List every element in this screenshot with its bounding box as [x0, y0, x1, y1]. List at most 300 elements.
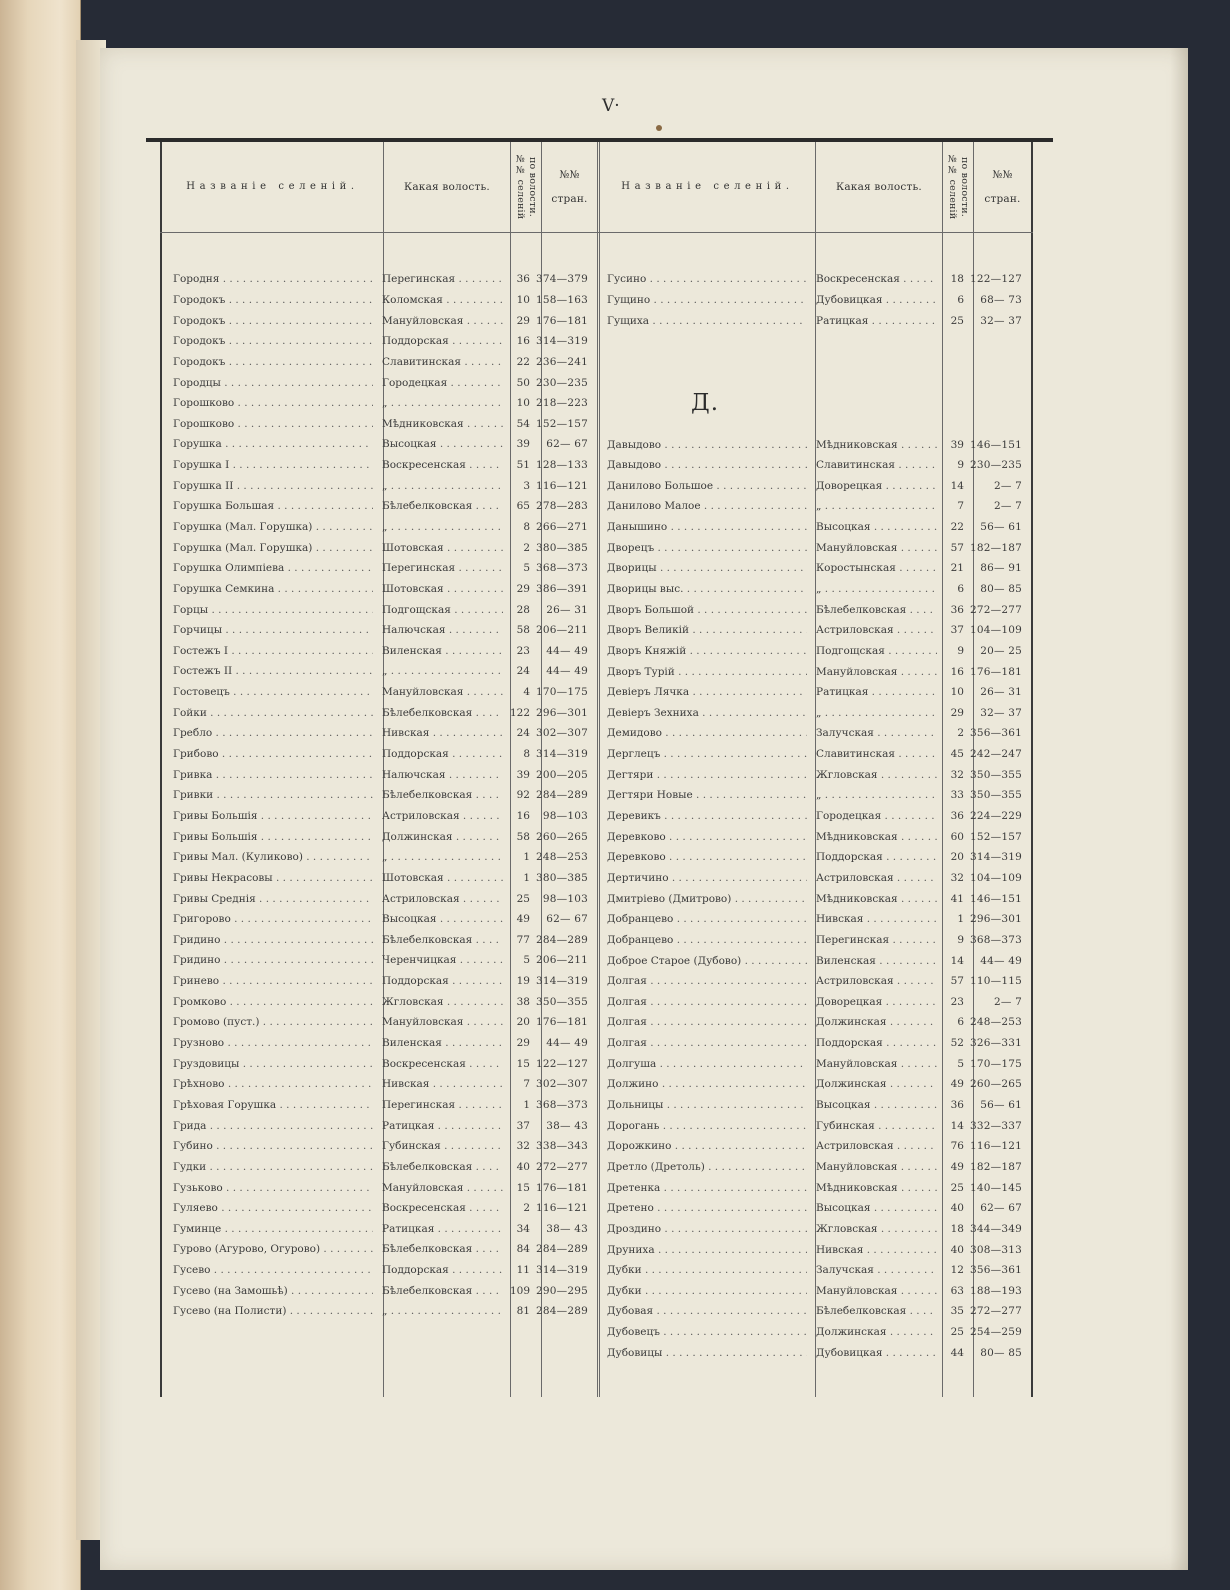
header-num-line1: №№ селеній — [515, 154, 526, 220]
volost-name: Ратицкая . . . — [807, 686, 937, 698]
settlement-number: 16 — [516, 809, 530, 822]
table-row — [162, 372, 590, 393]
settlement-number: 51 — [516, 459, 530, 472]
table-row — [162, 744, 590, 765]
header-pages-line2-right: стран. — [984, 193, 1021, 205]
settlement-name: Долгуша . . . — [596, 1058, 807, 1070]
table-row — [596, 1177, 1024, 1198]
volost-name: Мануйловская . . . — [807, 1161, 937, 1173]
page-range: 338—343 — [536, 1140, 588, 1153]
table-row — [596, 909, 1024, 930]
table-row — [162, 971, 590, 992]
settlement-number: 5 — [523, 954, 530, 967]
settlement-number: 38 — [516, 995, 530, 1008]
volost-name: Астриловская . . . — [807, 975, 937, 987]
table-row — [596, 703, 1024, 724]
table-row — [162, 1012, 590, 1033]
settlement-name: Гридино . . . — [162, 934, 373, 946]
table-row — [162, 930, 590, 951]
table-row — [162, 1239, 590, 1260]
settlement-name: Груздовицы . . . — [162, 1058, 373, 1070]
table-row — [596, 641, 1024, 662]
volost-name: Городецкая . . . — [373, 377, 503, 389]
settlement-name: Деревково . . . — [596, 831, 807, 843]
settlement-number: 11 — [516, 1264, 530, 1277]
table-row — [596, 1157, 1024, 1178]
settlement-name: Демидово . . . — [596, 727, 807, 739]
settlement-name: Гущиха . . . — [596, 315, 807, 327]
volost-name: Ратицкая . . . — [807, 315, 937, 327]
page-range: 110—115 — [970, 975, 1022, 988]
settlement-number: 16 — [950, 665, 964, 678]
page-range: 356—361 — [970, 1264, 1022, 1277]
settlement-name: Гущино . . . — [596, 294, 807, 306]
page-range: 128—133 — [536, 459, 588, 472]
page-range: 296—301 — [536, 706, 588, 719]
settlement-name: Гривки . . . — [162, 789, 373, 801]
table-row — [162, 1115, 590, 1136]
settlement-number: 109 — [509, 1284, 530, 1297]
volost-name: Виленская . . . — [373, 1037, 503, 1049]
settlement-name: Дворецъ . . . — [596, 542, 807, 554]
volost-name: Поддорская . . . — [373, 975, 503, 987]
settlement-name: Горошково . . . — [162, 397, 373, 409]
volost-name: Нивская . . . — [807, 1244, 937, 1256]
table-row — [162, 1198, 590, 1219]
volost-name: Бѣлебелковская . . . — [373, 934, 503, 946]
settlement-number: 29 — [516, 314, 530, 327]
table-row — [596, 517, 1024, 538]
settlement-name: Добранцево . . . — [596, 934, 807, 946]
table-row — [596, 1239, 1024, 1260]
page-range: 182—187 — [970, 1160, 1022, 1173]
settlement-number: 49 — [516, 913, 530, 926]
table-row — [596, 537, 1024, 558]
table-row — [596, 950, 1024, 971]
settlement-number: 49 — [950, 1160, 964, 1173]
page-range: 230—235 — [536, 376, 588, 389]
page-range: 62— 67 — [546, 438, 588, 451]
header-num-line2: по волости. — [526, 156, 538, 217]
table-row — [596, 682, 1024, 703]
volost-name: Мѣдниковская . . . — [807, 1182, 937, 1194]
page-range: 176—181 — [970, 665, 1022, 678]
header-num-text-right — [946, 154, 970, 219]
table-row — [596, 1260, 1024, 1281]
book-spine — [0, 0, 81, 1590]
settlement-name: Гузьково . . . — [162, 1182, 373, 1194]
page-range: 152—157 — [970, 830, 1022, 843]
right-entries-d — [596, 434, 1024, 1363]
volost-name: Бѣлебелковская . . . — [373, 500, 503, 512]
table-row — [162, 868, 590, 889]
volost-name: „ . . . — [807, 500, 937, 512]
page-range: 368—373 — [970, 933, 1022, 946]
settlement-name: Данилово Малое . . . — [596, 500, 807, 512]
settlement-number: 58 — [516, 624, 530, 637]
settlement-number: 2 — [957, 727, 964, 740]
table-row — [162, 455, 590, 476]
volost-name: Перегинская . . . — [373, 273, 503, 285]
header-num — [511, 142, 541, 232]
table-row — [162, 269, 590, 290]
settlement-name: Гридино . . . — [162, 954, 373, 966]
volost-name: Славитинская . . . — [807, 748, 937, 760]
volost-name: Бѣлебелковская . . . — [373, 789, 503, 801]
volost-name: Виленская . . . — [807, 955, 937, 967]
table-row — [596, 868, 1024, 889]
table-row — [162, 909, 590, 930]
volost-name: Налючская . . . — [373, 624, 503, 636]
page-range: 86— 91 — [980, 562, 1022, 575]
settlement-name: Горушка I . . . — [162, 459, 373, 471]
settlement-name: Дегтяри Новые . . . — [596, 789, 807, 801]
page-range: 182—187 — [970, 541, 1022, 554]
page-range: 314—319 — [536, 975, 588, 988]
settlement-number: 39 — [516, 438, 530, 451]
volost-name: Перегинская . . . — [373, 562, 503, 574]
table-row — [162, 723, 590, 744]
page-range: 200—205 — [536, 768, 588, 781]
volost-name: Мѣдниковская . . . — [807, 831, 937, 843]
volost-name: Залучская . . . — [807, 727, 937, 739]
table-row — [596, 723, 1024, 744]
page-range: 146—151 — [970, 438, 1022, 451]
settlement-name: Городокъ . . . — [162, 315, 373, 327]
page-range: 236—241 — [536, 355, 588, 368]
volost-name: Должинская . . . — [373, 831, 503, 843]
settlement-name: Дворицы . . . — [596, 562, 807, 574]
page-range: 38— 43 — [546, 1119, 588, 1132]
page-range: 20— 25 — [980, 644, 1022, 657]
page-range: 314—319 — [536, 1264, 588, 1277]
table-row — [162, 661, 590, 682]
settlement-name: Гривы Большія . . . — [162, 831, 373, 843]
settlement-name: Долгая . . . — [596, 1016, 807, 1028]
settlement-number: 23 — [516, 644, 530, 657]
settlement-number: 58 — [516, 830, 530, 843]
page-range: 62— 67 — [980, 1202, 1022, 1215]
page-folio: V· — [602, 96, 620, 116]
settlement-name: Дольницы . . . — [596, 1099, 807, 1111]
volost-name: Высоцкая . . . — [807, 1202, 937, 1214]
settlement-name: Гурово (Агурово, Огурово) . . . — [162, 1243, 373, 1255]
settlement-number: 16 — [516, 335, 530, 348]
settlement-name: Грибово . . . — [162, 748, 373, 760]
table-row — [162, 702, 590, 723]
volost-name: Коростынская . . . — [807, 562, 937, 574]
page-range: 284—289 — [536, 933, 588, 946]
right-entries-g — [596, 269, 1024, 331]
volost-name: Налючская . . . — [373, 769, 503, 781]
table-row — [162, 1301, 590, 1322]
volost-name: „ . . . — [373, 665, 503, 677]
settlement-number: 35 — [950, 1305, 964, 1318]
settlement-number: 14 — [950, 954, 964, 967]
settlement-name: Данилово Большое . . . — [596, 480, 807, 492]
settlement-number: 8 — [523, 748, 530, 761]
section-heading — [596, 372, 1024, 434]
settlement-number: 22 — [516, 355, 530, 368]
volost-name: Дубовицкая . . . — [807, 294, 937, 306]
volost-name: Нивская . . . — [373, 727, 503, 739]
table-row — [596, 455, 1024, 476]
settlement-name: Деревково . . . — [596, 851, 807, 863]
settlement-name: Дубовецъ . . . — [596, 1326, 807, 1338]
volost-name: Славитинская . . . — [807, 459, 937, 471]
volost-name: Нивская . . . — [373, 1078, 503, 1090]
table-row — [162, 1136, 590, 1157]
table-row — [596, 434, 1024, 455]
settlement-name: Дворъ Турій . . . — [596, 666, 807, 678]
table-row — [596, 744, 1024, 765]
page-range: 380—385 — [536, 541, 588, 554]
settlement-number: 1 — [523, 851, 530, 864]
settlement-number: 29 — [950, 706, 964, 719]
page-range: 176—181 — [536, 314, 588, 327]
volost-name: Воскресенская . . . — [807, 273, 937, 285]
header-name-right: Названіе селеній. — [621, 181, 794, 193]
page-range: 296—301 — [970, 913, 1022, 926]
settlement-number: 60 — [950, 830, 964, 843]
volost-name: Мануйловская . . . — [373, 315, 503, 327]
settlement-name: Девіеръ Лячка . . . — [596, 686, 807, 698]
settlement-number: 18 — [950, 273, 964, 286]
volost-name: Поддорская . . . — [807, 1037, 937, 1049]
settlement-number: 2 — [523, 541, 530, 554]
volost-name: Должинская . . . — [807, 1016, 937, 1028]
settlement-name: Гойки . . . — [162, 707, 373, 719]
page-range: 272—277 — [970, 603, 1022, 616]
page-range: 314—319 — [970, 851, 1022, 864]
page-range: 374—379 — [536, 273, 588, 286]
header-num-text — [514, 154, 538, 219]
settlement-name: Горчицы . . . — [162, 624, 373, 636]
settlement-name: Гусево . . . — [162, 1264, 373, 1276]
settlement-number: 40 — [950, 1243, 964, 1256]
table-row — [162, 641, 590, 662]
table-row — [596, 1322, 1024, 1343]
table-row — [596, 1198, 1024, 1219]
volost-name: Поддорская . . . — [373, 748, 503, 760]
page-range: 44— 49 — [546, 665, 588, 678]
page-range: 26— 31 — [546, 603, 588, 616]
volost-name: Залучская . . . — [807, 1264, 937, 1276]
page-range: 206—211 — [536, 954, 588, 967]
volost-name: Мѣдниковская . . . — [807, 893, 937, 905]
table-row — [596, 579, 1024, 600]
settlement-number: 32 — [516, 1140, 530, 1153]
settlement-name: Грѣховая Горушка . . . — [162, 1099, 373, 1111]
settlement-number: 25 — [950, 314, 964, 327]
settlement-name: Дубки . . . — [596, 1264, 807, 1276]
page-range: 56— 61 — [980, 1099, 1022, 1112]
settlement-name: Дроздино . . . — [596, 1223, 807, 1235]
settlement-number: 52 — [950, 1037, 964, 1050]
volost-name: Поддорская . . . — [807, 851, 937, 863]
settlement-name: Гусево (на Замошьѣ) . . . — [162, 1285, 373, 1297]
settlement-number: 14 — [950, 1119, 964, 1132]
page-range: 254—259 — [970, 1326, 1022, 1339]
volost-name: Поддорская . . . — [373, 335, 503, 347]
settlement-name: Гривы Среднія . . . — [162, 893, 373, 905]
settlement-name: Друниха . . . — [596, 1244, 807, 1256]
table-row — [596, 785, 1024, 806]
page-range: 188—193 — [970, 1284, 1022, 1297]
volost-name: Высоцкая . . . — [807, 521, 937, 533]
table-row — [162, 537, 590, 558]
table-row — [162, 682, 590, 703]
header-name: Названіе селеній. — [186, 181, 359, 193]
settlement-name: Гостовецъ . . . — [162, 686, 373, 698]
page-range: 314—319 — [536, 748, 588, 761]
settlement-name: Горушка Олимпіева . . . — [162, 562, 373, 574]
settlement-number: 6 — [957, 293, 964, 306]
page-range: 242—247 — [970, 748, 1022, 761]
table-row — [162, 620, 590, 641]
settlement-number: 37 — [516, 1119, 530, 1132]
page-range: 44— 49 — [546, 1037, 588, 1050]
settlement-number: 28 — [516, 603, 530, 616]
page-range: 152—157 — [536, 417, 588, 430]
settlement-number: 24 — [516, 665, 530, 678]
settlement-name: Дретенка . . . — [596, 1182, 807, 1194]
settlement-number: 23 — [950, 995, 964, 1008]
volost-name: Городецкая . . . — [807, 810, 937, 822]
page-range: 350—355 — [536, 995, 588, 1008]
settlement-number: 5 — [957, 1057, 964, 1070]
page-range: 98—103 — [542, 809, 588, 822]
header-volost: Какая волость. — [404, 180, 490, 193]
page-range: 302—307 — [536, 1078, 588, 1091]
settlement-name: Городокъ . . . — [162, 335, 373, 347]
page-range: 32— 37 — [980, 314, 1022, 327]
volost-name: „ . . . — [373, 851, 503, 863]
settlement-number: 77 — [516, 933, 530, 946]
page-range: 170—175 — [536, 686, 588, 699]
page-range: 260—265 — [970, 1078, 1022, 1091]
page-range: 248—253 — [536, 851, 588, 864]
table-row — [162, 331, 590, 352]
settlement-name: Грида . . . — [162, 1120, 373, 1132]
settlement-number: 6 — [957, 583, 964, 595]
table-row — [596, 1033, 1024, 1054]
page-range: 104—109 — [970, 624, 1022, 637]
header-num-line2-right: по волости. — [958, 156, 970, 217]
header-rule — [160, 232, 1033, 233]
settlement-name: Должино . . . — [596, 1078, 807, 1090]
page-range: 146—151 — [970, 892, 1022, 905]
settlement-number: 34 — [516, 1222, 530, 1235]
page-range: 206—211 — [536, 624, 588, 637]
volost-name: Воскресенская . . . — [373, 1058, 503, 1070]
volost-name: Высоцкая . . . — [373, 913, 503, 925]
page-range: 230—235 — [970, 459, 1022, 472]
table-row — [162, 950, 590, 971]
page-range: 68— 73 — [980, 293, 1022, 306]
page-range: 380—385 — [536, 871, 588, 884]
settlement-number: 6 — [957, 1016, 964, 1029]
table-row — [596, 290, 1024, 311]
settlement-name: Давыдово . . . — [596, 459, 807, 471]
settlement-name: Долгая . . . — [596, 996, 807, 1008]
ink-spot — [656, 125, 662, 131]
settlement-number: 18 — [950, 1222, 964, 1235]
volost-name: Жгловская . . . — [373, 996, 503, 1008]
settlement-name: Горушка . . . — [162, 438, 373, 450]
table-row — [162, 1280, 590, 1301]
volost-name: Высоцкая . . . — [807, 1099, 937, 1111]
table-row — [162, 1033, 590, 1054]
volost-name: Должинская . . . — [807, 1078, 937, 1090]
settlement-name: Дегтяри . . . — [596, 769, 807, 781]
settlement-name: Дворъ Княжій . . . — [596, 645, 807, 657]
settlement-name: Грѣхново . . . — [162, 1078, 373, 1090]
volost-name: Перегинская . . . — [373, 1099, 503, 1111]
settlement-number: 39 — [950, 438, 964, 451]
volost-name: „ . . . — [807, 707, 937, 719]
volost-name: Бѣлебелковская . . . — [373, 1161, 503, 1173]
settlement-number: 8 — [523, 521, 530, 533]
page-range: 158—163 — [536, 293, 588, 306]
volost-name: „ . . . — [807, 583, 937, 595]
volost-name: Подгощская . . . — [807, 645, 937, 657]
page-range: 278—283 — [536, 500, 588, 513]
table-row — [596, 558, 1024, 579]
settlement-name: Григорово . . . — [162, 913, 373, 925]
page-range: 2— 7 — [994, 500, 1022, 513]
table-row — [162, 764, 590, 785]
settlement-name: Добранцево . . . — [596, 913, 807, 925]
page-range: 350—355 — [970, 768, 1022, 781]
volost-name: Мануйловская . . . — [807, 542, 937, 554]
page-range: 104—109 — [970, 871, 1022, 884]
settlement-name: Городокъ . . . — [162, 356, 373, 368]
table-row — [596, 992, 1024, 1013]
settlement-name: Дорогань . . . — [596, 1120, 807, 1132]
settlement-name: Девіеръ Зехниха . . . — [596, 707, 807, 719]
settlement-name: Горушка (Мал. Горушка) . . . — [162, 542, 373, 554]
page-range: 368—373 — [536, 562, 588, 575]
page-range: 44— 49 — [546, 644, 588, 657]
volost-name: Черенчицкая . . . — [373, 954, 503, 966]
settlement-number: 19 — [516, 975, 530, 988]
volost-name: Ратицкая . . . — [373, 1120, 503, 1132]
volost-name: Мануйловская . . . — [373, 1016, 503, 1028]
settlement-name: Гривы Некрасовы . . . — [162, 872, 373, 884]
volost-name: Бѣлебелковская . . . — [373, 1285, 503, 1297]
settlement-name: Дубовицы . . . — [596, 1347, 807, 1359]
page-edge — [1170, 48, 1188, 1570]
settlement-number: 40 — [950, 1202, 964, 1215]
table-row — [596, 764, 1024, 785]
settlement-number: 20 — [516, 1016, 530, 1029]
page-range: 260—265 — [536, 830, 588, 843]
page-range: 140—145 — [970, 1181, 1022, 1194]
settlement-number: 15 — [516, 1057, 530, 1070]
page-range: 2— 7 — [994, 995, 1022, 1008]
volost-name: Ратицкая . . . — [373, 1223, 503, 1235]
table-row — [162, 991, 590, 1012]
settlement-number: 24 — [516, 727, 530, 740]
settlement-number: 76 — [950, 1140, 964, 1153]
page-range: 116—121 — [536, 479, 588, 492]
volost-name: Астриловская . . . — [373, 893, 503, 905]
settlement-number: 5 — [523, 562, 530, 575]
settlement-number: 84 — [516, 1243, 530, 1256]
settlement-number: 2 — [523, 1202, 530, 1215]
page-range: 122—127 — [970, 273, 1022, 286]
